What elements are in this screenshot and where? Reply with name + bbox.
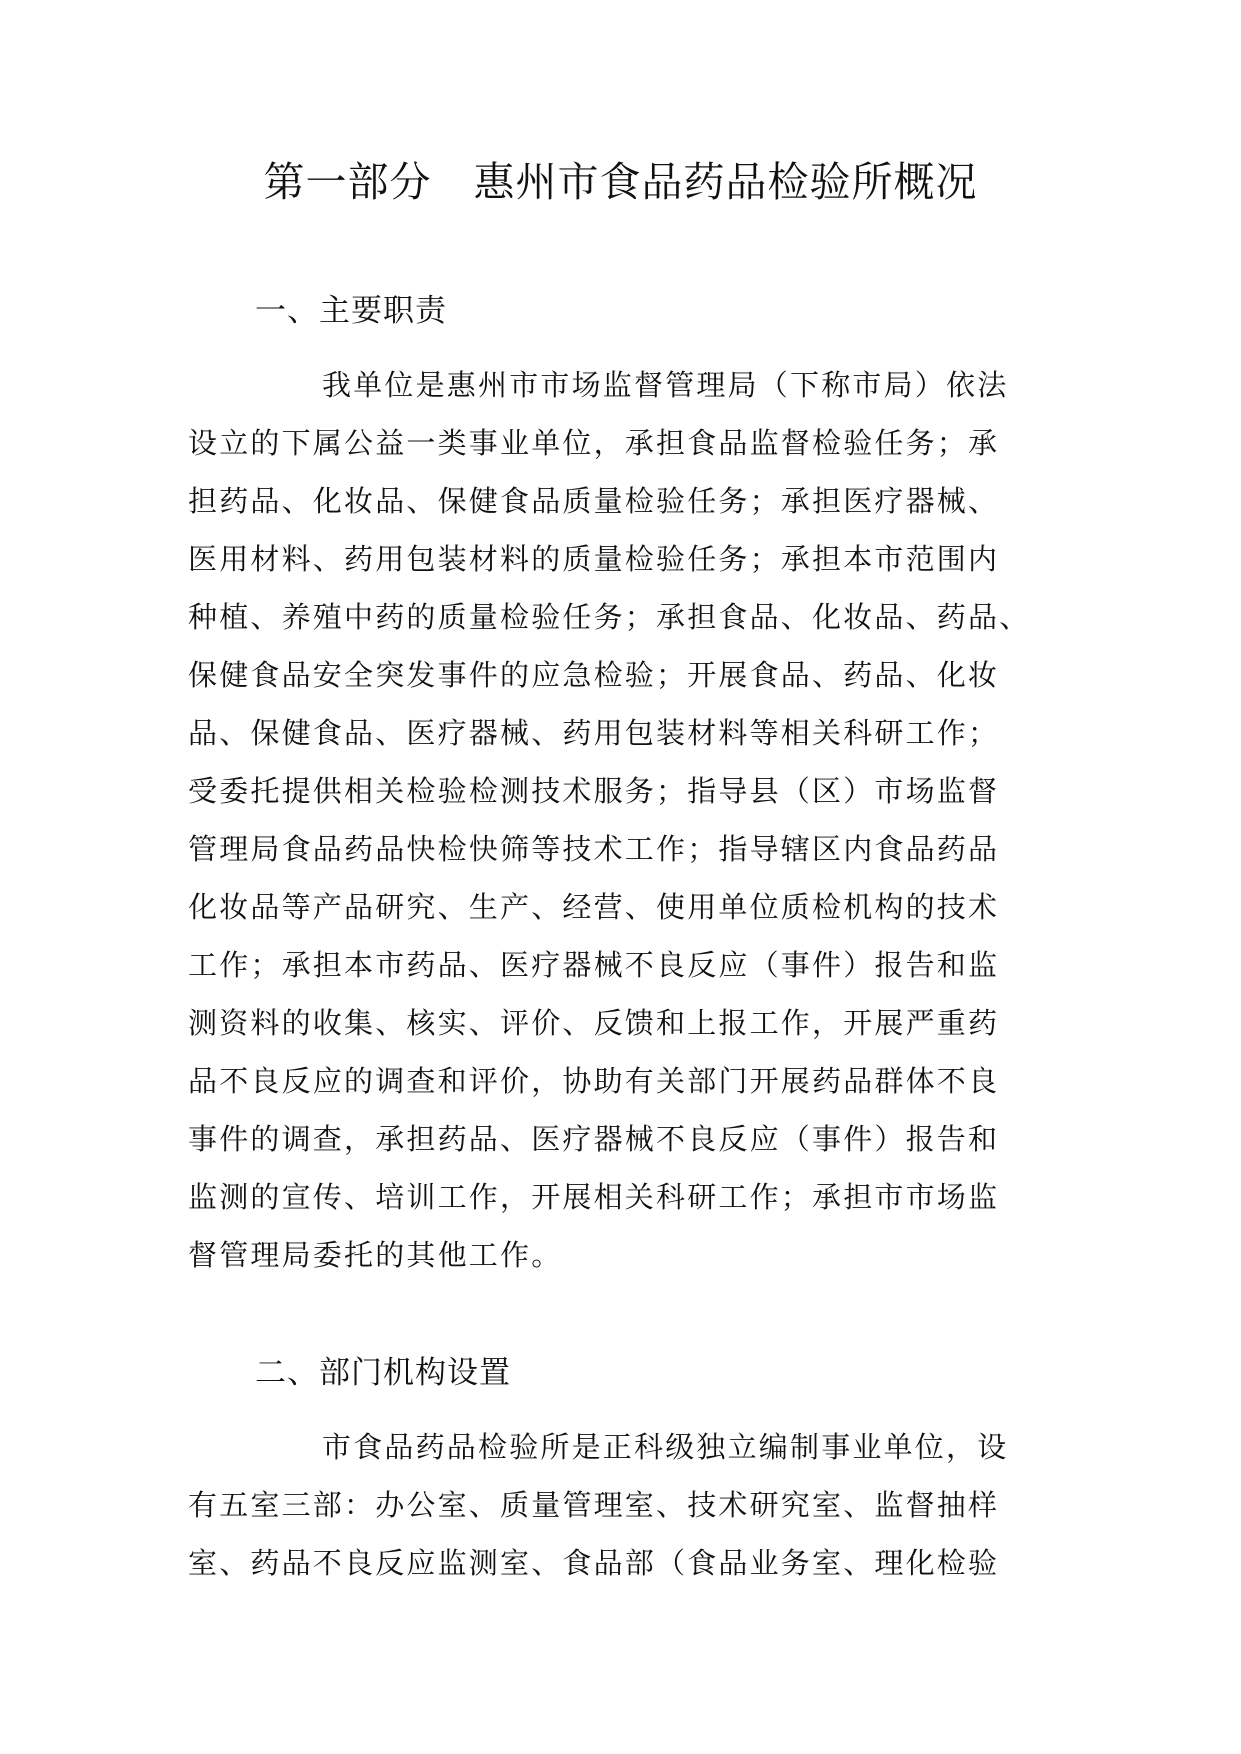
text-line: 事件的调查，承担药品、医疗器械不良反应（事件）报告和 [188, 1122, 1000, 1156]
text-line: 工作；承担本市药品、医疗器械不良反应（事件）报告和监 [188, 948, 1000, 982]
section-heading-department-setup: 二、部门机构设置 [255, 1355, 511, 1391]
text-line: 品不良反应的调查和评价，协助有关部门开展药品群体不良 [188, 1064, 1000, 1098]
text-line: 市食品药品检验所是正科级独立编制事业单位，设 [322, 1430, 1009, 1464]
text-line: 有五室三部：办公室、质量管理室、技术研究室、监督抽样 [188, 1488, 1000, 1522]
text-line: 担药品、化妆品、保健食品质量检验任务；承担医疗器械、 [188, 484, 1000, 518]
text-line: 督管理局委托的其他工作。 [188, 1238, 563, 1272]
text-line: 设立的下属公益一类事业单位，承担食品监督检验任务；承 [188, 426, 1000, 460]
text-line: 医用材料、药用包装材料的质量检验任务；承担本市范围内 [188, 542, 1000, 576]
text-line: 受委托提供相关检验检测技术服务；指导县（区）市场监督 [188, 774, 1000, 808]
text-line: 室、药品不良反应监测室、食品部（食品业务室、理化检验 [188, 1546, 1000, 1580]
text-line: 保健食品安全突发事件的应急检验；开展食品、药品、化妆 [188, 658, 1000, 692]
text-line: 种植、养殖中药的质量检验任务；承担食品、化妆品、药品、 [188, 600, 1031, 634]
text-line: 管理局食品药品快检快筛等技术工作；指导辖区内食品药品 [188, 832, 1000, 866]
text-line: 监测的宣传、培训工作，开展相关科研工作；承担市市场监 [188, 1180, 1000, 1214]
text-line: 我单位是惠州市市场监督管理局（下称市局）依法 [322, 368, 1009, 402]
text-line: 化妆品等产品研究、生产、经营、使用单位质检机构的技术 [188, 890, 1000, 924]
text-line: 测资料的收集、核实、评价、反馈和上报工作，开展严重药 [188, 1006, 1000, 1040]
text-line: 品、保健食品、医疗器械、药用包装材料等相关科研工作； [188, 716, 1000, 750]
paragraph-main-duties [188, 356, 1058, 1284]
page-title: 第一部分 惠州市食品药品检验所概况 [263, 158, 978, 206]
paragraph-department-setup [188, 1418, 1058, 1592]
section-heading-main-duties: 一、主要职责 [255, 293, 447, 329]
